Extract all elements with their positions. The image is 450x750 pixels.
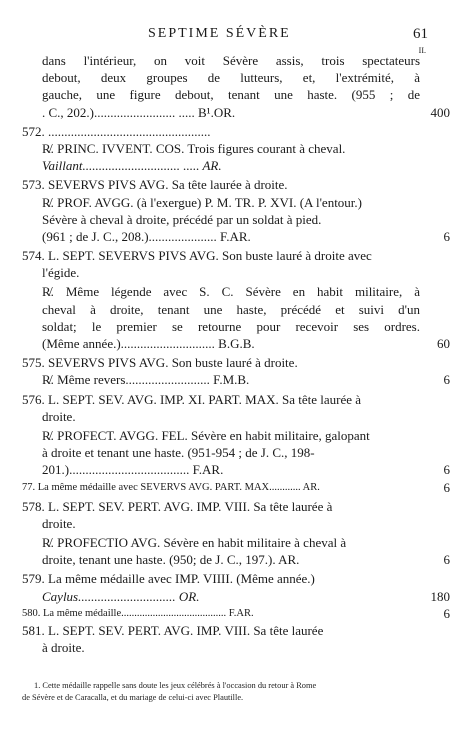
line-text: debout, deux groupes de lutteurs, et, l'extrémité, à — [42, 70, 420, 86]
catalogue-line — [22, 391, 420, 408]
line-text: Caylus.............................. OR. — [42, 588, 200, 604]
line-text: R̸. Même revers.......................... F.M.B. — [42, 372, 250, 388]
price: 6 — [443, 479, 450, 495]
catalogue-line — [22, 479, 450, 496]
line-text: 572. .................................................. — [22, 123, 211, 139]
running-title: SEPTIME SÉVÈRE — [148, 26, 291, 41]
line-text: 574. L. SEPT. SEVERVS PIVS AVG. Son buste lauré à droite avec — [22, 248, 372, 264]
page-number: 61 — [413, 26, 428, 42]
catalogue-line — [22, 551, 450, 568]
signature-mark: II. — [418, 46, 426, 55]
catalogue-line — [22, 371, 450, 388]
line-text: . C., 202.)......................... ..... B¹.OR. — [42, 104, 236, 120]
line-text: à droite. — [42, 640, 85, 656]
price: 6 — [443, 228, 450, 244]
catalogue-line — [22, 123, 420, 140]
line-text: cheval à droite, tenant une haste, précédé et suivi d'un — [42, 301, 420, 317]
line-text: 576. L. SEPT. SEV. AVG. IMP. XI. PART. MAX. Sa tête laurée à — [22, 391, 362, 407]
line-text: R̸. PRINC. IVVENT. COS. Trois figures courant à cheval. — [42, 140, 346, 156]
price: 180 — [430, 588, 450, 604]
line-text: (Même année.)............................. B.G.B. — [42, 336, 255, 351]
line-text: droite. — [42, 408, 76, 424]
catalogue-body — [22, 52, 450, 656]
price: 6 — [443, 552, 450, 568]
catalogue-line — [22, 444, 420, 461]
line-text: soldat; le premier se retourne pour recevoir ses ordres. — [42, 318, 420, 334]
catalogue-line — [22, 639, 420, 656]
catalogue-line — [22, 318, 420, 335]
line-text: l'égide. — [42, 265, 80, 281]
line-text: 579. La même médaille avec IMP. VIIII. (Même année.) — [22, 571, 315, 587]
line-text: R̸. PROFECTIO AVG. Sévère en habit militaire à cheval à — [42, 535, 347, 551]
catalogue-line — [22, 335, 450, 352]
catalogue-line — [22, 157, 420, 174]
line-text: 580. La même médaille........................................ F.AR. — [22, 607, 254, 619]
catalogue-line — [22, 461, 450, 478]
catalogue-line — [22, 588, 450, 605]
catalogue-line — [22, 194, 420, 211]
catalogue-line — [22, 283, 420, 300]
catalogue-line — [22, 104, 450, 121]
price: 6 — [443, 462, 450, 478]
line-text: 581. L. SEPT. SEV. PERT. AVG. IMP. VIII. Sa tête laurée — [22, 623, 324, 638]
line-text: droite, tenant une haste. (950; de J. C., 197.). AR. — [42, 552, 300, 568]
catalogue-line — [22, 264, 420, 281]
line-text: droite. — [42, 515, 76, 531]
line-text: dans l'intérieur, on voit Sévère assis, trois spectateurs — [42, 53, 420, 68]
page-header — [0, 26, 446, 55]
line-text: Vaillant.............................. ..... AR. — [42, 158, 222, 174]
catalogue-line — [22, 605, 450, 622]
price: 6 — [443, 372, 450, 388]
catalogue-line — [22, 570, 420, 587]
catalogue-line — [22, 228, 450, 245]
footnote — [22, 680, 422, 704]
line-text: 573. SEVERVS PIVS AVG. Sa tête laurée à droite. — [22, 177, 288, 193]
catalogue-line — [22, 622, 420, 639]
line-text: R̸. Même légende avec S. C. Sévère en habit militaire, à — [42, 284, 420, 300]
catalogue-line — [22, 176, 420, 193]
footnote-line: de Sévère et de Caracalla, et du mariage de celui-ci avec Plautille. — [22, 693, 244, 702]
catalogue-line — [22, 301, 420, 318]
line-text: R̸. PROFECT. AVGG. FEL. Sévère en habit militaire, galopant — [42, 427, 370, 443]
catalogue-line — [22, 354, 420, 371]
price: 6 — [443, 605, 450, 621]
catalogue-line — [22, 534, 420, 551]
line-text: (961 ; de J. C., 208.)..................... F.AR. — [42, 228, 251, 244]
catalogue-line — [22, 427, 420, 444]
catalogue-line — [22, 140, 420, 157]
catalogue-line — [22, 211, 420, 228]
line-text: 77. La même médaille avec SEVERVS AVG. PART. MAX............ AR. — [22, 481, 320, 493]
line-text: 575. SEVERVS PIVS AVG. Son buste lauré à droite. — [22, 355, 298, 371]
line-text: 578. L. SEPT. SEV. PERT. AVG. IMP. VIII. Sa tête laurée à — [22, 498, 333, 514]
line-text: gauche, une figure debout, tenant une haste. (955 ; de — [42, 87, 420, 103]
price: 60 — [437, 336, 450, 351]
line-text: Sévère à cheval à droite, précédé par un soldat à pied. — [42, 211, 322, 227]
catalogue-line — [22, 247, 420, 264]
catalogue-line — [22, 69, 420, 86]
catalogue-line — [22, 515, 420, 532]
catalogue-line — [22, 408, 420, 425]
catalogue-line — [22, 52, 420, 69]
line-text: 201.)..................................... F.AR. — [42, 462, 224, 478]
line-text: R̸. PROF. AVGG. (à l'exergue) P. M. TR. P. XVI. (A l'entour.) — [42, 194, 362, 210]
price: 400 — [430, 104, 450, 120]
catalogue-line — [22, 498, 420, 515]
line-text: à droite et tenant une haste. (951-954 ; de J. C., 198- — [42, 445, 315, 461]
footnote-line: 1. Cette médaille rappelle sans doute les jeux célébrés à l'occasion du retour à Rome — [34, 681, 317, 690]
catalogue-line — [22, 86, 420, 103]
